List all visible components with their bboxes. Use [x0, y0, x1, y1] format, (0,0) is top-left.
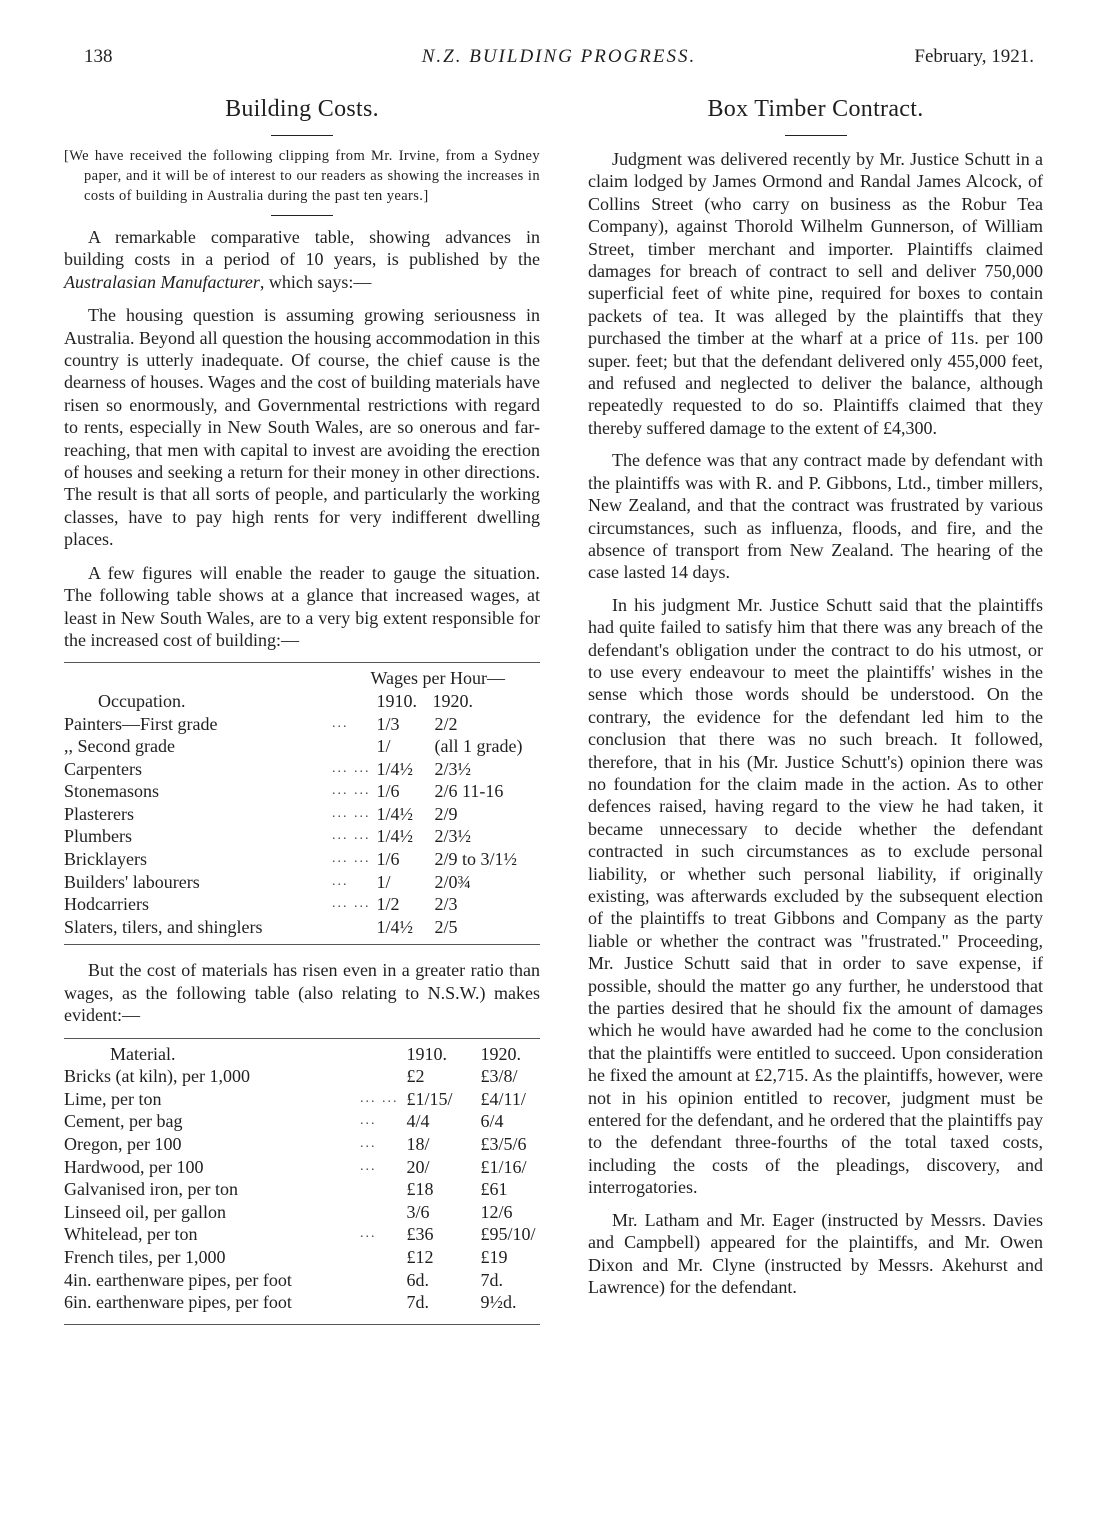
- wages-table-value-1910: 1/4½: [376, 803, 414, 824]
- materials-table-label: Lime, per ton: [64, 1088, 162, 1109]
- materials-table-label: Bricks (at kiln), per 1,000: [64, 1066, 250, 1087]
- issue-date: February, 1921.: [914, 46, 1034, 67]
- materials-table-leader-dots: ...: [360, 1158, 377, 1174]
- intro-text-after: , which says:—: [259, 271, 372, 292]
- materials-table-value-1920: £4/11/: [480, 1088, 526, 1109]
- wages-table-row: [64, 780, 540, 803]
- wages-table-value-1920: 2/6 11-16: [434, 781, 504, 802]
- intro-source-title: Australasian Manufacturer: [64, 271, 260, 292]
- materials-table-value-1920: 9½d.: [480, 1292, 517, 1313]
- title-divider: [785, 135, 847, 136]
- materials-table-row: [64, 1088, 540, 1111]
- wages-table-label: Plumbers: [64, 826, 133, 847]
- materials-table-value-1910: 6d.: [406, 1269, 429, 1290]
- materials-table-header-row: [64, 1043, 540, 1066]
- materials-table-value-1920: £3/5/6: [480, 1134, 527, 1155]
- wages-table-value-1920: 2/9: [434, 803, 458, 824]
- materials-table-leader-dots: ...: [360, 1226, 377, 1242]
- materials-table-value-1910: 18/: [406, 1134, 430, 1155]
- paragraph-defence: The defence was that any contract made by defendant with the plaintiffs was with R. and P. Gibbons, Ltd., timber millers, New Zealand, and that the contract was frustrated by various circumstances, such as influenza, floods, and fire, and the absence of transport from New Zealand. The hearing of the case lasted 14 days.: [588, 450, 1043, 583]
- right-column: [588, 92, 1043, 1308]
- article-title-box-timber: Box Timber Contract.: [707, 96, 924, 122]
- wages-table-leader-dots: ...: [332, 715, 349, 731]
- wages-table-leader-dots: [332, 735, 371, 758]
- materials-table-value-1920: £61: [480, 1179, 508, 1200]
- materials-table-value-1920: £19: [480, 1247, 508, 1267]
- materials-table-leader-dots: [360, 1201, 399, 1224]
- wages-table-leader-dots: ... ...: [332, 805, 371, 821]
- wages-table-value-1920: 2/3½: [434, 758, 472, 779]
- wages-table-value-1910: 1/: [376, 871, 391, 892]
- wages-table-leader-dots: ... ...: [332, 783, 371, 799]
- materials-table-value-1910: 20/: [406, 1156, 430, 1177]
- wages-table-value-1910: 1/2: [376, 894, 400, 915]
- col-1910: 1910.: [406, 1043, 447, 1064]
- materials-table-label: Linseed oil, per gallon: [64, 1201, 226, 1222]
- wages-table-leader-dots: [332, 916, 371, 939]
- materials-table-label: Oregon, per 100: [64, 1134, 182, 1155]
- materials-table: [64, 1043, 540, 1314]
- wages-table: [64, 667, 540, 938]
- intro-text-before: A remarkable comparative table, showing advances in building costs in a period of 10 years, is published by the: [64, 227, 540, 270]
- wages-table-value-1910: 1/6: [376, 849, 400, 870]
- materials-table-value-1910: 3/6: [406, 1201, 430, 1222]
- wages-table-value-1920: 2/9 to 3/1½: [434, 849, 518, 870]
- wages-table-row: [64, 758, 540, 781]
- wages-table-value-1910: 1/3: [376, 713, 400, 734]
- paragraph-ruling: In his judgment Mr. Justice Schutt said that the plaintiffs had quite failed to satisfy him that there was any breach of the defendant's obligation under the contract to do his utmost, or to use every endeavour to meet the plaintiffs' wishes in the sense which those words should be understood. On the contrary, the evidence for the defendant led him to the conclusion that there was no such breach. It followed, therefore, that in his (Mr. Justice Schutt's) opinion there was no foundation for the claim made in the action. As to other defences raised, having regard to the view he had taken, it became unnecessary to decide whether the defendant contracted in such circumstances as to exclude personal liability, or whether such personal liability, if originally existing, was afterwards excluded by the subsequent election of the plaintiffs to treat Gibbons and Company as the party liable or whether the contract was "frustrated." Proceeding, Mr. Justice Schutt said that in order to save expense, if possible, should the matter go any further, he understood that the parties desired that he should fix the amount of damages which he would have awarded had he come to the conclusion that the plaintiffs were entitled to succeed. Upon consideration he fixed the amount at £2,715. As the plaintiffs, however, were not in his opinion entitled to recover, judgment must be entered for the defendant, and he ordered that the plaintiffs pay to the defendant three-fourths of the total taxed costs, including the costs of the pleadings, discovery, and interrogatories.: [588, 594, 1043, 1198]
- wages-table-row: [64, 825, 540, 848]
- wages-table-row: [64, 803, 540, 826]
- materials-table-row: [64, 1246, 540, 1269]
- wages-table-label: Plasterers: [64, 803, 134, 824]
- wages-table-row: [64, 713, 540, 736]
- editor-note: [We have received the following clipping from Mr. Irvine, from a Sydney paper, and it will be of interest to our readers as showing the increases in costs of building in Australia during the past ten years.]: [64, 148, 540, 204]
- materials-table-row: [64, 1156, 540, 1179]
- wages-table-value-1920: 2/2: [434, 713, 458, 734]
- publication-title: N.Z. BUILDING PROGRESS.: [421, 46, 697, 67]
- materials-table-leader-dots: ... ...: [360, 1090, 399, 1106]
- wages-table-label: Stonemasons: [64, 781, 160, 802]
- wages-table-label: Carpenters: [64, 758, 142, 779]
- wages-table-leader-dots: ... ...: [332, 851, 371, 867]
- paragraph-figures: A few figures will enable the reader to gauge the situation. The following table shows at a glance that increased wages, at least in New South Wales, are to a very big extent responsible for the increased cost of building:—: [64, 562, 540, 650]
- materials-table-row: [64, 1201, 540, 1224]
- wages-table-value-1910: 1/4½: [376, 758, 414, 779]
- col-material: Material.: [110, 1043, 176, 1064]
- wages-table-label: Slaters, tilers, and shinglers: [64, 916, 263, 937]
- col-1910: 1910.: [376, 690, 417, 711]
- wages-table-leader-dots: ... ...: [332, 896, 371, 912]
- materials-table-leader-dots: [360, 1178, 399, 1201]
- article-title-building-costs: Building Costs.: [225, 96, 379, 122]
- materials-table-row: [64, 1269, 540, 1292]
- wages-table-value-1910: 1/6: [376, 781, 400, 802]
- wages-table-row: [64, 893, 540, 916]
- paragraph-counsel: Mr. Latham and Mr. Eager (instructed by Messrs. Davies and Campbell) appeared for the plaintiffs, and Mr. Owen Dixon and Mr. Clyne (instructed by Messrs. Akehurst and Lawrence) for the defendant.: [588, 1209, 1043, 1297]
- materials-table-row: [64, 1178, 540, 1201]
- wages-table-value-1910: 1/4½: [376, 826, 414, 847]
- wages-table-value-1910: 1/4½: [376, 916, 414, 937]
- materials-table-value-1910: £1/15/: [406, 1088, 453, 1109]
- materials-table-body: [64, 1065, 540, 1314]
- materials-table-row: [64, 1110, 540, 1133]
- wages-table-value-1920: 2/0¾: [434, 871, 472, 892]
- materials-table-value-1920: £1/16/: [480, 1156, 527, 1177]
- materials-table-leader-dots: ...: [360, 1113, 377, 1129]
- materials-table-value-1920: £95/10/: [480, 1224, 536, 1245]
- wages-table-leader-dots: ... ...: [332, 828, 371, 844]
- paragraph-materials: But the cost of materials has risen even in a greater ratio than wages, as the following table (also relating to N.S.W.) makes evident:—: [64, 960, 540, 1026]
- wages-table-row: [64, 848, 540, 871]
- col-1920: 1920.: [432, 690, 473, 711]
- materials-table-label: Hardwood, per 100: [64, 1156, 204, 1177]
- materials-table-label: Galvanised iron, per ton: [64, 1179, 238, 1200]
- wages-table-value-1920: 2/3½: [434, 826, 472, 847]
- wages-table-label: Painters—First grade: [64, 713, 218, 734]
- materials-table-value-1920: £3/8/: [480, 1066, 518, 1087]
- wages-table-row: [64, 916, 540, 939]
- materials-table-row: [64, 1065, 540, 1088]
- wages-table-label: ,, Second grade: [64, 736, 175, 757]
- wages-table-row: [64, 871, 540, 894]
- wages-table-leader-dots: ...: [332, 873, 349, 889]
- materials-table-value-1910: £12: [406, 1247, 434, 1267]
- col-1920: 1920.: [480, 1043, 521, 1064]
- paragraph-judgment: Judgment was delivered recently by Mr. Justice Schutt in a claim lodged by James Ormond and Randal James Alcock, of Collins Street (who carry on business as the Robur Tea Company), against Thorold Wilhelm Gunnerson, of William Street, timber merchant and importer. Plaintiffs claimed damages for breach of contract to sell and deliver 750,000 superficial feet of white pine, required for boxes to contain packets of tea. It was alleged by the plaintiffs that they purchased the timber at the wharf at a price of 11s. per 100 super. feet; but that the defendant delivered only 455,000 feet, and refused and neglected to deliver the balance, although repeatedly requested to do so. Plaintiffs claimed that they thereby suffered damage to the extent of £4,300.: [588, 149, 1043, 438]
- page-header: [84, 46, 1034, 76]
- wages-table-label: Builders' labourers: [64, 871, 200, 892]
- materials-table-leader-dots: [360, 1269, 399, 1292]
- wages-table-top-rule: [64, 662, 540, 663]
- wages-table-bottom-rule: [64, 944, 540, 945]
- wages-table-value-1910: 1/: [376, 736, 391, 757]
- wages-table-value-1920: 2/5: [434, 916, 458, 937]
- wages-table-body: [64, 713, 540, 939]
- materials-table-row: [64, 1223, 540, 1246]
- wages-table-group-header-row: [64, 667, 540, 690]
- materials-table-value-1910: £18: [406, 1179, 434, 1200]
- materials-table-value-1920: 12/6: [480, 1201, 513, 1222]
- materials-table-bottom-rule: [64, 1324, 540, 1325]
- materials-table-leader-dots: ...: [360, 1136, 377, 1152]
- materials-table-value-1910: £36: [406, 1224, 434, 1245]
- wages-table-label: Bricklayers: [64, 849, 147, 870]
- materials-table-label: Cement, per bag: [64, 1111, 183, 1132]
- materials-table-value-1910: 7d.: [406, 1292, 429, 1313]
- materials-table-value-1910: £2: [406, 1066, 425, 1087]
- intro-paragraph: [64, 226, 540, 293]
- materials-table-label: 4in. earthenware pipes, per foot: [64, 1269, 292, 1290]
- wages-table-header-row: [64, 690, 540, 713]
- materials-table-value-1910: 4/4: [406, 1111, 430, 1132]
- materials-table-leader-dots: [360, 1065, 399, 1088]
- materials-table-leader-dots: [360, 1291, 399, 1314]
- materials-table-row: [64, 1133, 540, 1156]
- materials-table-leader-dots: [360, 1246, 399, 1269]
- wages-group-header: Wages per Hour—: [370, 668, 506, 689]
- wages-table-value-1920: (all 1 grade): [434, 736, 523, 757]
- materials-table-label: French tiles, per 1,000: [64, 1247, 226, 1267]
- note-divider: [271, 215, 333, 216]
- materials-table-row: [64, 1291, 540, 1314]
- page-number: 138: [84, 46, 113, 67]
- wages-table-label: Hodcarriers: [64, 894, 149, 915]
- title-divider: [271, 135, 333, 136]
- materials-table-top-rule: [64, 1038, 540, 1039]
- col-occupation: Occupation.: [98, 690, 186, 711]
- materials-table-value-1920: 7d.: [480, 1269, 503, 1290]
- left-column: [64, 92, 540, 1329]
- paragraph-housing: The housing question is assuming growing seriousness in Australia. Beyond all question the housing accommodation in this country is utterly inadequate. Of course, the chief cause is the dearness of houses. Wages and the cost of building materials have risen so enormously, and Governmental restrictions with regard to rents, especially in New South Wales, are so onerous and far-reaching, that men with capital to invest are avoiding the erection of houses and seeking a return for their money in other directions. The result is that all sorts of people, and particularly the working classes, have to pay high rents for very indifferent dwelling places.: [64, 305, 540, 550]
- materials-table-label: 6in. earthenware pipes, per foot: [64, 1292, 292, 1313]
- wages-table-leader-dots: ... ...: [332, 760, 371, 776]
- materials-table-label: Whitelead, per ton: [64, 1224, 198, 1245]
- wages-table-row: [64, 735, 540, 758]
- materials-table-value-1920: 6/4: [480, 1111, 504, 1132]
- wages-table-value-1920: 2/3: [434, 894, 458, 915]
